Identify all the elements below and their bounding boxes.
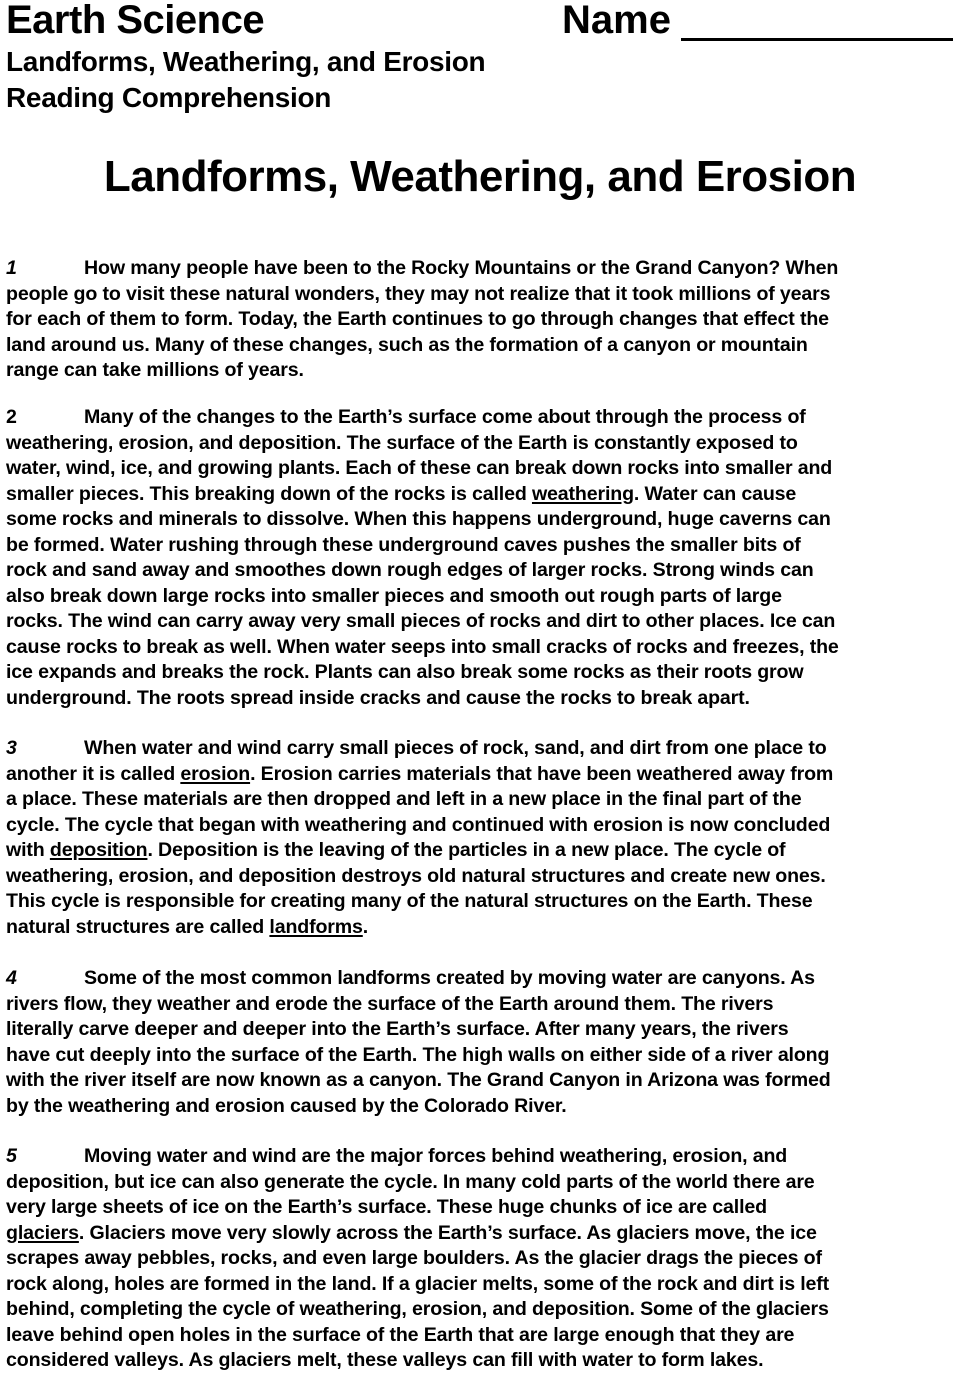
paragraph-line: [6, 358, 958, 384]
paragraph-line: [6, 456, 958, 482]
paragraph-line: [6, 635, 958, 661]
paragraph-line: [6, 1323, 958, 1349]
text-segment: This cycle is responsible for creating many of the natural structures on the Earth. These: [6, 890, 813, 912]
text-segment: be formed. Water rushing through these underground caves pushes the smaller bits of: [6, 533, 801, 556]
text-segment: with the river itself are now known as a canyon. The Grand Canyon in Arizona was formed: [6, 1069, 831, 1091]
paragraph-1: [6, 256, 958, 384]
text-segment: Moving water and wind are the major forces behind weathering, erosion, and: [84, 1145, 788, 1167]
text-segment: scrapes away pebbles, rocks, and even large boulders. As the glacier drags the pieces of: [6, 1247, 822, 1269]
paragraph-line: [6, 787, 958, 813]
text-segment: . Erosion carries materials that have been weathered away from: [250, 762, 834, 785]
text-segment: Many of the changes to the Earth’s surface come about through the process of: [84, 406, 806, 428]
text-segment: smaller pieces. This breaking down of the rocks is called: [6, 482, 532, 505]
paragraph-line: [6, 256, 958, 282]
text-segment: natural structures are called: [6, 915, 270, 938]
paragraph-line: [6, 736, 958, 762]
paragraph-line: [6, 333, 958, 359]
text-segment: rivers flow, they weather and erode the surface of the Earth around them. The rivers: [6, 992, 774, 1015]
text-segment: . Glaciers move very slowly across the Earth’s surface. As glaciers move, the ice: [78, 1221, 817, 1244]
paragraph-line: [6, 1195, 958, 1221]
paragraph-line: [6, 813, 958, 839]
name-label: Name: [562, 0, 671, 42]
text-segment: Some of the most common landforms created by moving water are canyons. As: [84, 967, 815, 989]
text-segment: rock and sand away and smoothes down rough edges of larger rocks. Strong winds can: [6, 559, 814, 581]
text-segment: another it is called: [6, 762, 181, 785]
paragraph-3: [6, 736, 958, 940]
text-segment: weathering, erosion, and deposition. The surface of the Earth is constantly exposed to: [6, 431, 798, 454]
page-title: Landforms, Weathering, and Erosion: [103, 152, 857, 201]
paragraph-line: [6, 1170, 958, 1196]
vocabulary-term: landforms: [269, 915, 363, 938]
text-segment: by the weathering and erosion caused by the Colorado River.: [6, 1094, 567, 1117]
text-segment: range can take millions of years.: [6, 359, 304, 381]
paragraph-line: [6, 838, 958, 864]
text-segment: . Deposition is the leaving of the particles in a new place. The cycle of: [147, 839, 786, 861]
paragraph-line: [6, 864, 958, 890]
text-segment: for each of them to form. Today, the Earth continues to go through changes that effect the: [6, 308, 829, 330]
unit-subtitle: Landforms, Weathering, and Erosion: [6, 46, 486, 77]
paragraph-line: [6, 1348, 958, 1374]
vocabulary-term: glaciers: [6, 1221, 79, 1244]
paragraph-line: [6, 1144, 958, 1170]
text-segment: literally carve deeper and deeper into the Earth’s surface. After many years, the rivers: [6, 1018, 789, 1040]
paragraph-line: [6, 533, 958, 559]
text-segment: very large sheets of ice on the Earth’s surface. These huge chunks of ice are called: [6, 1196, 767, 1218]
vocabulary-term: erosion: [180, 762, 251, 785]
paragraph-line: [6, 1094, 958, 1120]
vocabulary-term: weathering: [531, 482, 634, 505]
text-segment: a place. These materials are then dropped and left in a new place in the final part of the: [6, 788, 802, 810]
paragraph-line: [6, 992, 958, 1018]
paragraph-line: [6, 431, 958, 457]
text-segment: cycle. The cycle that began with weathering and continued with erosion is now concluded: [6, 813, 831, 836]
text-segment: water, wind, ice, and growing plants. Each of these can break down rocks into smaller and: [6, 457, 833, 479]
paragraph-line: [6, 282, 958, 308]
text-segment: rocks. The wind can carry away very small pieces of rocks and dirt to other places. Ice can: [6, 610, 836, 632]
text-segment: When water and wind carry small pieces of rock, sand, and dirt from one place to: [84, 737, 827, 759]
paragraph-number: 4: [6, 967, 17, 989]
paragraph-line: [6, 1017, 958, 1043]
text-segment: some rocks and minerals to dissolve. When this happens underground, huge caverns can: [6, 508, 831, 530]
paragraph-line: [6, 762, 958, 788]
worksheet-type: Reading Comprehension: [6, 82, 332, 113]
text-segment: ice expands and breaks the rock. Plants can also break some rocks as their roots grow: [6, 661, 804, 683]
paragraph-line: [6, 1221, 958, 1247]
text-segment: underground. The roots spread inside cracks and cause the rocks to break apart.: [6, 686, 750, 709]
paragraph-line: [6, 307, 958, 333]
text-segment: considered valleys. As glaciers melt, these valleys can fill with water to form lakes.: [6, 1349, 764, 1371]
paragraph-line: [6, 405, 958, 431]
paragraph-line: [6, 1043, 958, 1069]
text-segment: How many people have been to the Rocky Mountains or the Grand Canyon? When: [84, 257, 839, 279]
paragraph-4: [6, 966, 958, 1119]
paragraph-line: [6, 584, 958, 610]
text-segment: leave behind open holes in the surface of the Earth that are large enough that they are: [6, 1323, 795, 1346]
paragraph-line: [6, 889, 958, 915]
paragraph-line: [6, 1246, 958, 1272]
paragraph-5: [6, 1144, 958, 1374]
paragraph-line: [6, 482, 958, 508]
paragraph-line: [6, 1297, 958, 1323]
paragraph-line: [6, 660, 958, 686]
paragraph-line: [6, 915, 958, 941]
text-segment: rock along, holes are formed in the land. If a glacier melts, some of the rock and dirt is left: [6, 1272, 830, 1295]
text-segment: . Water can cause: [633, 482, 797, 505]
text-segment: people go to visit these natural wonders, they may not realize that it took millions of years: [6, 282, 831, 305]
text-segment: deposition, but ice can also generate the cycle. In many cold parts of the world there are: [6, 1170, 815, 1193]
paragraph-line: [6, 1272, 958, 1298]
name-blank-line[interactable]: [681, 38, 953, 41]
text-segment: with: [6, 839, 50, 861]
text-segment: weathering, erosion, and deposition destroys old natural structures and create new ones.: [6, 864, 826, 887]
text-segment: .: [362, 915, 369, 938]
text-segment: also break down large rocks into smaller pieces and smooth out rough parts of large: [6, 584, 782, 607]
paragraph-number: 2: [6, 406, 17, 428]
paragraph-number: 1: [6, 257, 17, 279]
paragraph-number: 3: [6, 737, 17, 759]
paragraph-line: [6, 1068, 958, 1094]
text-segment: have cut deeply into the surface of the Earth. The high walls on either side of a river along: [6, 1043, 830, 1066]
subject-heading: Earth Science: [6, 0, 265, 42]
vocabulary-term: deposition: [49, 839, 148, 861]
text-segment: cause rocks to break as well. When water seeps into small cracks of rocks and freezes, the: [6, 635, 839, 658]
paragraph-line: [6, 558, 958, 584]
paragraph-number: 5: [6, 1145, 17, 1167]
text-segment: behind, completing the cycle of weathering, erosion, and deposition. Some of the glaciers: [6, 1298, 829, 1320]
paragraph-line: [6, 507, 958, 533]
text-segment: land around us. Many of these changes, such as the formation of a canyon or mountain: [6, 333, 808, 356]
paragraph-line: [6, 609, 958, 635]
paragraph-2: [6, 405, 958, 711]
paragraph-line: [6, 686, 958, 712]
paragraph-line: [6, 966, 958, 992]
